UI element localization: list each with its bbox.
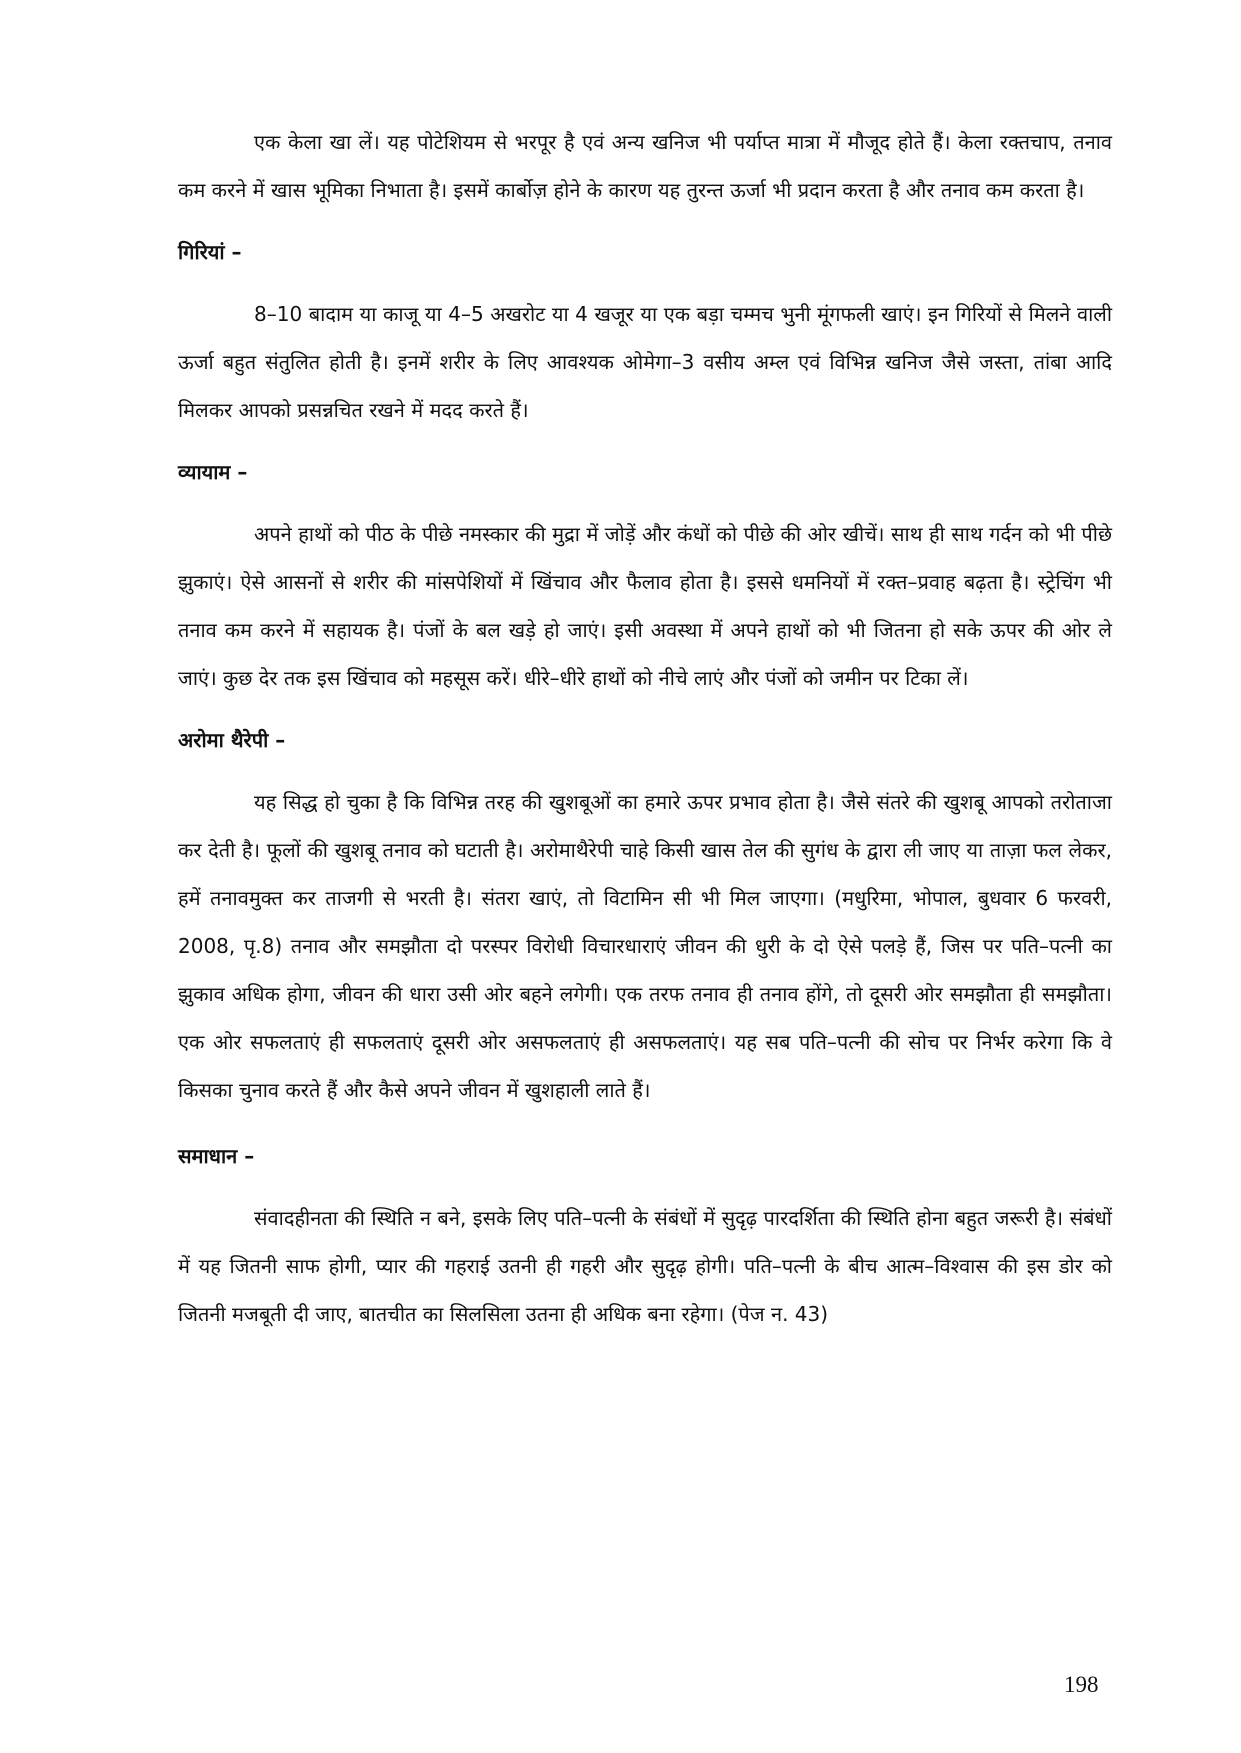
- heading-aroma-therapy: अरोमा थैरेपी –: [178, 728, 286, 752]
- document-body: [178, 118, 1112, 1338]
- heading-exercise: व्यायाम –: [178, 460, 248, 484]
- paragraph-exercise: अपने हाथों को पीठ के पीछे नमस्कार की मुद्रा में जोड़ें और कंधों को पीछे की ओर खीचें। साथ ही साथ गर्दन को भी पीछे झुकाएं। ऐसे आसनों से शरीर की मांसपेशियों में खिंचाव और फैलाव होता है। इससे धमनियों में रक्त–प्रवाह बढ़ता है। स्ट्रेचिंग भी तनाव कम करने में सहायक है। पंजों के बल खड़े हो जाएं। इसी अवस्था में अपने हाथों को भी जितना हो सके ऊपर की ओर ले जाएं। कुछ देर तक इस खिंचाव को महसूस करें। धीरे–धीरे हाथों को नीचे लाएं और पंजों को जमीन पर टिका लें।: [178, 522, 1112, 690]
- paragraph-nuts: 8–10 बादाम या काजू या 4–5 अखरोट या 4 खजूर या एक बड़ा चम्मच भुनी मूंगफली खाएं। इन गिरियों से मिलने वाली ऊर्जा बहुत संतुलित होती है। इनमें शरीर के लिए आवश्यक ओमेगा–3 वसीय अम्ल एवं विभिन्न खनिज जैसे जस्ता, तांबा आदि मिलकर आपको प्रसन्नचित रखने में मदद करते हैं।: [178, 302, 1112, 422]
- page-number: 198: [1064, 1672, 1099, 1697]
- paragraph-aroma-therapy: यह सिद्ध हो चुका है कि विभिन्न तरह की खुशबूओं का हमारे ऊपर प्रभाव होता है। जैसे संतरे की खुशबू आपको तरोताजा कर देती है। फूलों की खुशबू तनाव को घटाती है। अरोमाथैरेपी चाहे किसी खास तेल की सुगंध के द्वारा ली जाए या ताज़ा फल लेकर, हमें तनावमुक्त कर ताजगी से भरती है। संतरा खाएं, तो विटामिन सी भी मिल जाएगा। (मधुरिमा, भोपाल, बुधवार 6 फरवरी, 2008, पृ.8) तनाव और समझौता दो परस्पर विरोधी विचारधाराएं जीवन की धुरी के दो ऐसे पलड़े हैं, जिस पर पति–पत्नी का झुकाव अधिक होगा, जीवन की धारा उसी ओर बहने लगेगी। एक तरफ तनाव ही तनाव होंगे, तो दूसरी ओर समझौता ही समझौता। एक ओर सफलताएं ही सफलताएं दूसरी ओर असफलताएं ही असफलताएं। यह सब पति–पत्नी की सोच पर निर्भर करेगा कि वे किसका चुनाव करते हैं और कैसे अपने जीवन में खुशहाली लाते हैं।: [178, 790, 1112, 1102]
- heading-nuts: गिरियां –: [178, 240, 242, 264]
- paragraph-banana: एक केला खा लें। यह पोटेशियम से भरपूर है एवं अन्य खनिज भी पर्याप्त मात्रा में मौजूद होते हैं। केला रक्तचाप, तनाव कम करने में खास भूमिका निभाता है। इसमें कार्बोज़ होने के कारण यह तुरन्त ऊर्जा भी प्रदान करता है और तनाव कम करता है।: [178, 130, 1112, 202]
- paragraph-solution: संवादहीनता की स्थिति न बने, इसके लिए पति–पत्नी के संबंधों में सुदृढ़ पारदर्शिता की स्थिति होना बहुत जरूरी है। संबंधों में यह जितनी साफ होगी, प्यार की गहराई उतनी ही गहरी और सुदृढ़ होगी। पति–पत्नी के बीच आत्म–विश्वास की इस डोर को जितनी मजबूती दी जाए, बातचीत का सिलसिला उतना ही अधिक बना रहेगा। (पेज न. 43): [178, 1206, 1112, 1326]
- heading-solution: समाधान –: [178, 1144, 255, 1168]
